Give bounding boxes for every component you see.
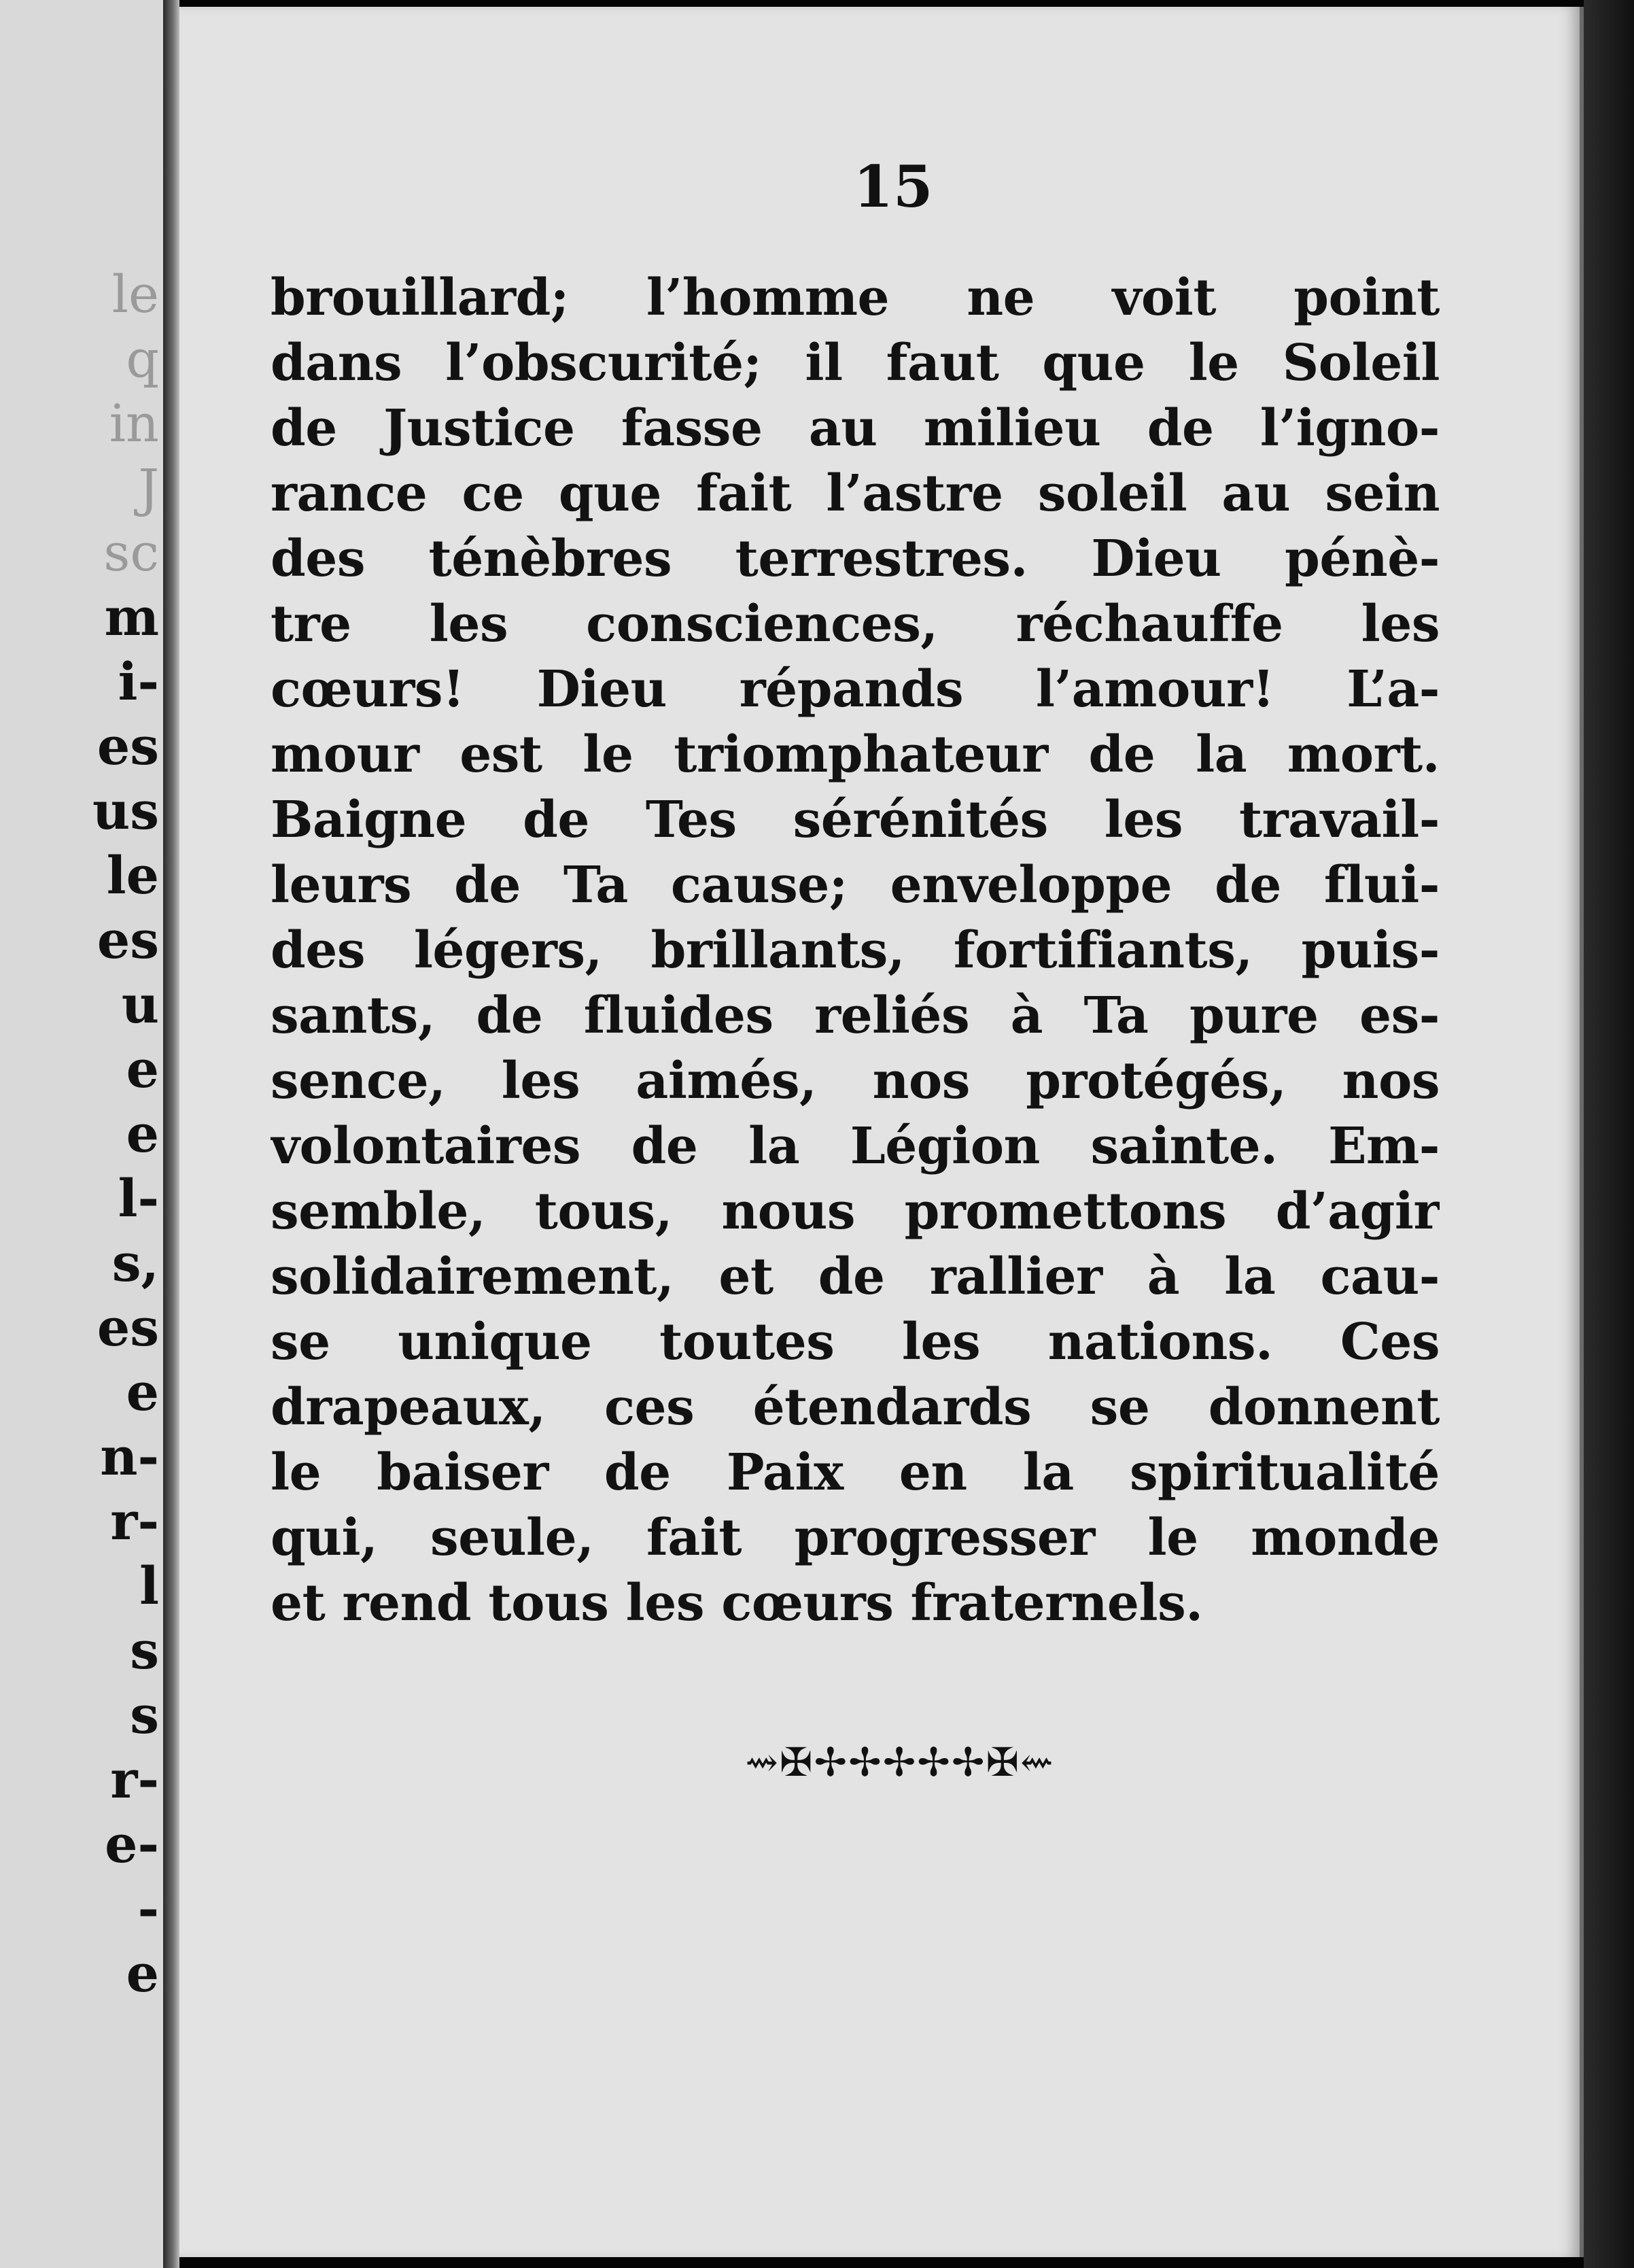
text-line: volontaires de la Légion sainte. Em- [271, 1117, 1440, 1175]
left-fragment: in [109, 393, 159, 453]
text-line: rance ce que fait l’astre soleil au sein [271, 464, 1440, 523]
ornament-divider-icon: ⇝✠✢✢✢✢✢✠⇜ [745, 1739, 1055, 1785]
left-fragment: i- [118, 651, 159, 712]
book-gutter [163, 0, 179, 2268]
text-line: des ténèbres terrestres. Dieu pénè- [271, 530, 1440, 588]
text-line: leurs de Ta cause; enveloppe de flui- [271, 856, 1440, 914]
left-fragment: s [130, 1685, 159, 1745]
text-line: semble, tous, nous promettons d’agir [271, 1182, 1440, 1241]
scan-edge [1584, 0, 1634, 2268]
previous-page-strip [0, 0, 163, 2268]
text-line: se unique toutes les nations. Ces [271, 1313, 1440, 1371]
left-fragment: us [92, 780, 159, 841]
text-line: sence, les aimés, nos protégés, nos [271, 1052, 1440, 1110]
text-line: brouillard; l’homme ne voit point [271, 269, 1440, 327]
text-line: Baigne de Tes sérénités les travail- [271, 791, 1440, 849]
body-text [271, 265, 1440, 1636]
page-15 [179, 7, 1584, 2257]
left-fragment: e [126, 1362, 159, 1422]
left-fragment: s [130, 1620, 159, 1681]
left-fragment: e [126, 1103, 159, 1164]
left-fragment: es [97, 1297, 159, 1358]
text-line: le baiser de Paix en la spiritualité [271, 1443, 1440, 1502]
left-fragment: e [126, 1943, 159, 2004]
left-fragment: le [106, 845, 159, 906]
text-line: solidairement, et de rallier à la cau- [271, 1248, 1440, 1306]
left-fragment: q [126, 328, 159, 389]
text-line: mour est le triomphateur de la mort. [271, 725, 1440, 784]
text-line: et rend tous les cœurs fraternels. [271, 1574, 1203, 1632]
left-fragment: es [97, 910, 159, 970]
left-fragment: - [137, 1878, 159, 1939]
text-line: des légers, brillants, fortifiants, puis- [271, 921, 1440, 980]
left-fragment: u [121, 974, 159, 1035]
text-line: qui, seule, fait progresser le monde [271, 1509, 1440, 1567]
left-fragment: l [139, 1556, 159, 1616]
left-fragment: es [97, 716, 159, 776]
left-fragment: r- [110, 1749, 159, 1810]
left-fragment: sc [103, 522, 159, 583]
left-fragment: r- [110, 1491, 159, 1551]
left-fragment: l- [118, 1168, 159, 1228]
page-number: 15 [853, 153, 933, 220]
text-line: cœurs! Dieu répands l’amour! L’a- [271, 660, 1440, 719]
left-fragment: e [126, 1039, 159, 1099]
text-line: drapeaux, ces étendards se donnent [271, 1378, 1440, 1437]
left-fragment: n- [100, 1426, 159, 1487]
text-line: dans l’obscurité; il faut que le Soleil [271, 334, 1440, 392]
left-fragment: J [138, 458, 159, 518]
left-fragment: e- [105, 1814, 159, 1874]
left-fragment: le [111, 264, 159, 324]
left-fragment: s, [111, 1233, 159, 1293]
text-line: tre les consciences, réchauffe les [271, 595, 1440, 653]
left-fragment: m [104, 587, 159, 647]
text-line: sants, de fluides reliés à Ta pure es- [271, 986, 1440, 1045]
text-line: de Justice fasse au milieu de l’igno- [271, 399, 1440, 458]
